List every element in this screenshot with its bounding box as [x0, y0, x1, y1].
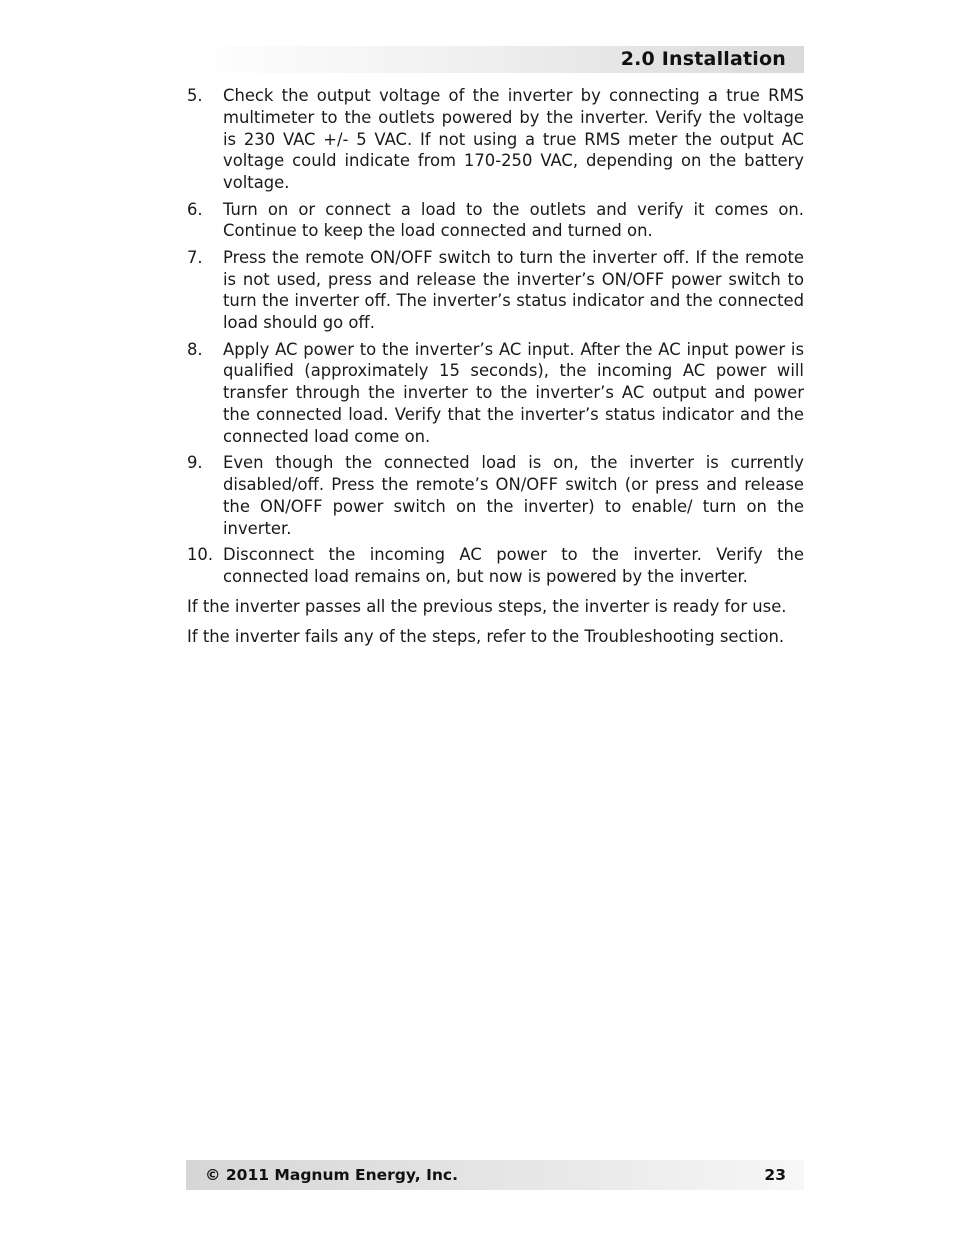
body-paragraph: If the inverter fails any of the steps, refer to the Troubleshooting section.	[187, 626, 785, 646]
step-number: 6.	[187, 199, 203, 219]
step-text: Disconnect the incoming AC power to the inverter. Verify the connected load remains on, but now is powered by the inverter.	[223, 544, 804, 586]
step-text: Turn on or connect a load to the outlets and verify it comes on. Continue to keep the load connected and turned on.	[223, 199, 804, 241]
page-content	[187, 85, 804, 648]
footer-bar	[186, 1160, 804, 1190]
list-item	[187, 339, 804, 448]
list-item	[187, 452, 804, 539]
step-text: Even though the connected load is on, the inverter is currently disabled/off. Press the remote’s ON/OFF switch (or press and release the ON/OFF power switch on the inverter) to enable/ turn on the inverter.	[223, 453, 804, 538]
list-item	[187, 199, 804, 243]
step-number: 5.	[187, 86, 203, 105]
body-paragraph: If the inverter passes all the previous steps, the inverter is ready for use.	[187, 596, 787, 616]
step-number: 10.	[187, 544, 214, 564]
section-header-bar	[186, 46, 804, 73]
step-number: 8.	[187, 339, 203, 359]
list-item	[187, 544, 804, 588]
step-text: Press the remote ON/OFF switch to turn the inverter off. If the remote is not used, press and release the inverter’s ON/OFF power switch to turn the inverter off. The inverter’s status indicator and the connected load should go off.	[223, 247, 804, 333]
step-text: Check the output voltage of the inverter by connecting a true RMS multimeter to the outlets powered by the inverter. Verify the voltage is 230 VAC +/- 5 VAC. If not using a true RMS meter the output AC voltage could indicate from 170-250 VAC, depending on the battery voltage.	[223, 86, 804, 193]
list-item	[187, 247, 804, 334]
step-number: 9.	[187, 453, 203, 473]
step-number: 7.	[187, 247, 203, 267]
page-number: 23	[764, 1166, 786, 1184]
section-title: 2.0 Installation	[620, 48, 786, 70]
step-text: Apply AC power to the inverter’s AC input. After the AC input power is qualified (approximately 15 seconds), the incoming AC power will transfer through the inverter to the inverter’s AC output and power the connected load. Verify that the inverter’s status indicator and the connected load come on.	[223, 339, 804, 446]
copyright-text: © 2011 Magnum Energy, Inc.	[205, 1166, 458, 1184]
list-item	[187, 85, 804, 194]
